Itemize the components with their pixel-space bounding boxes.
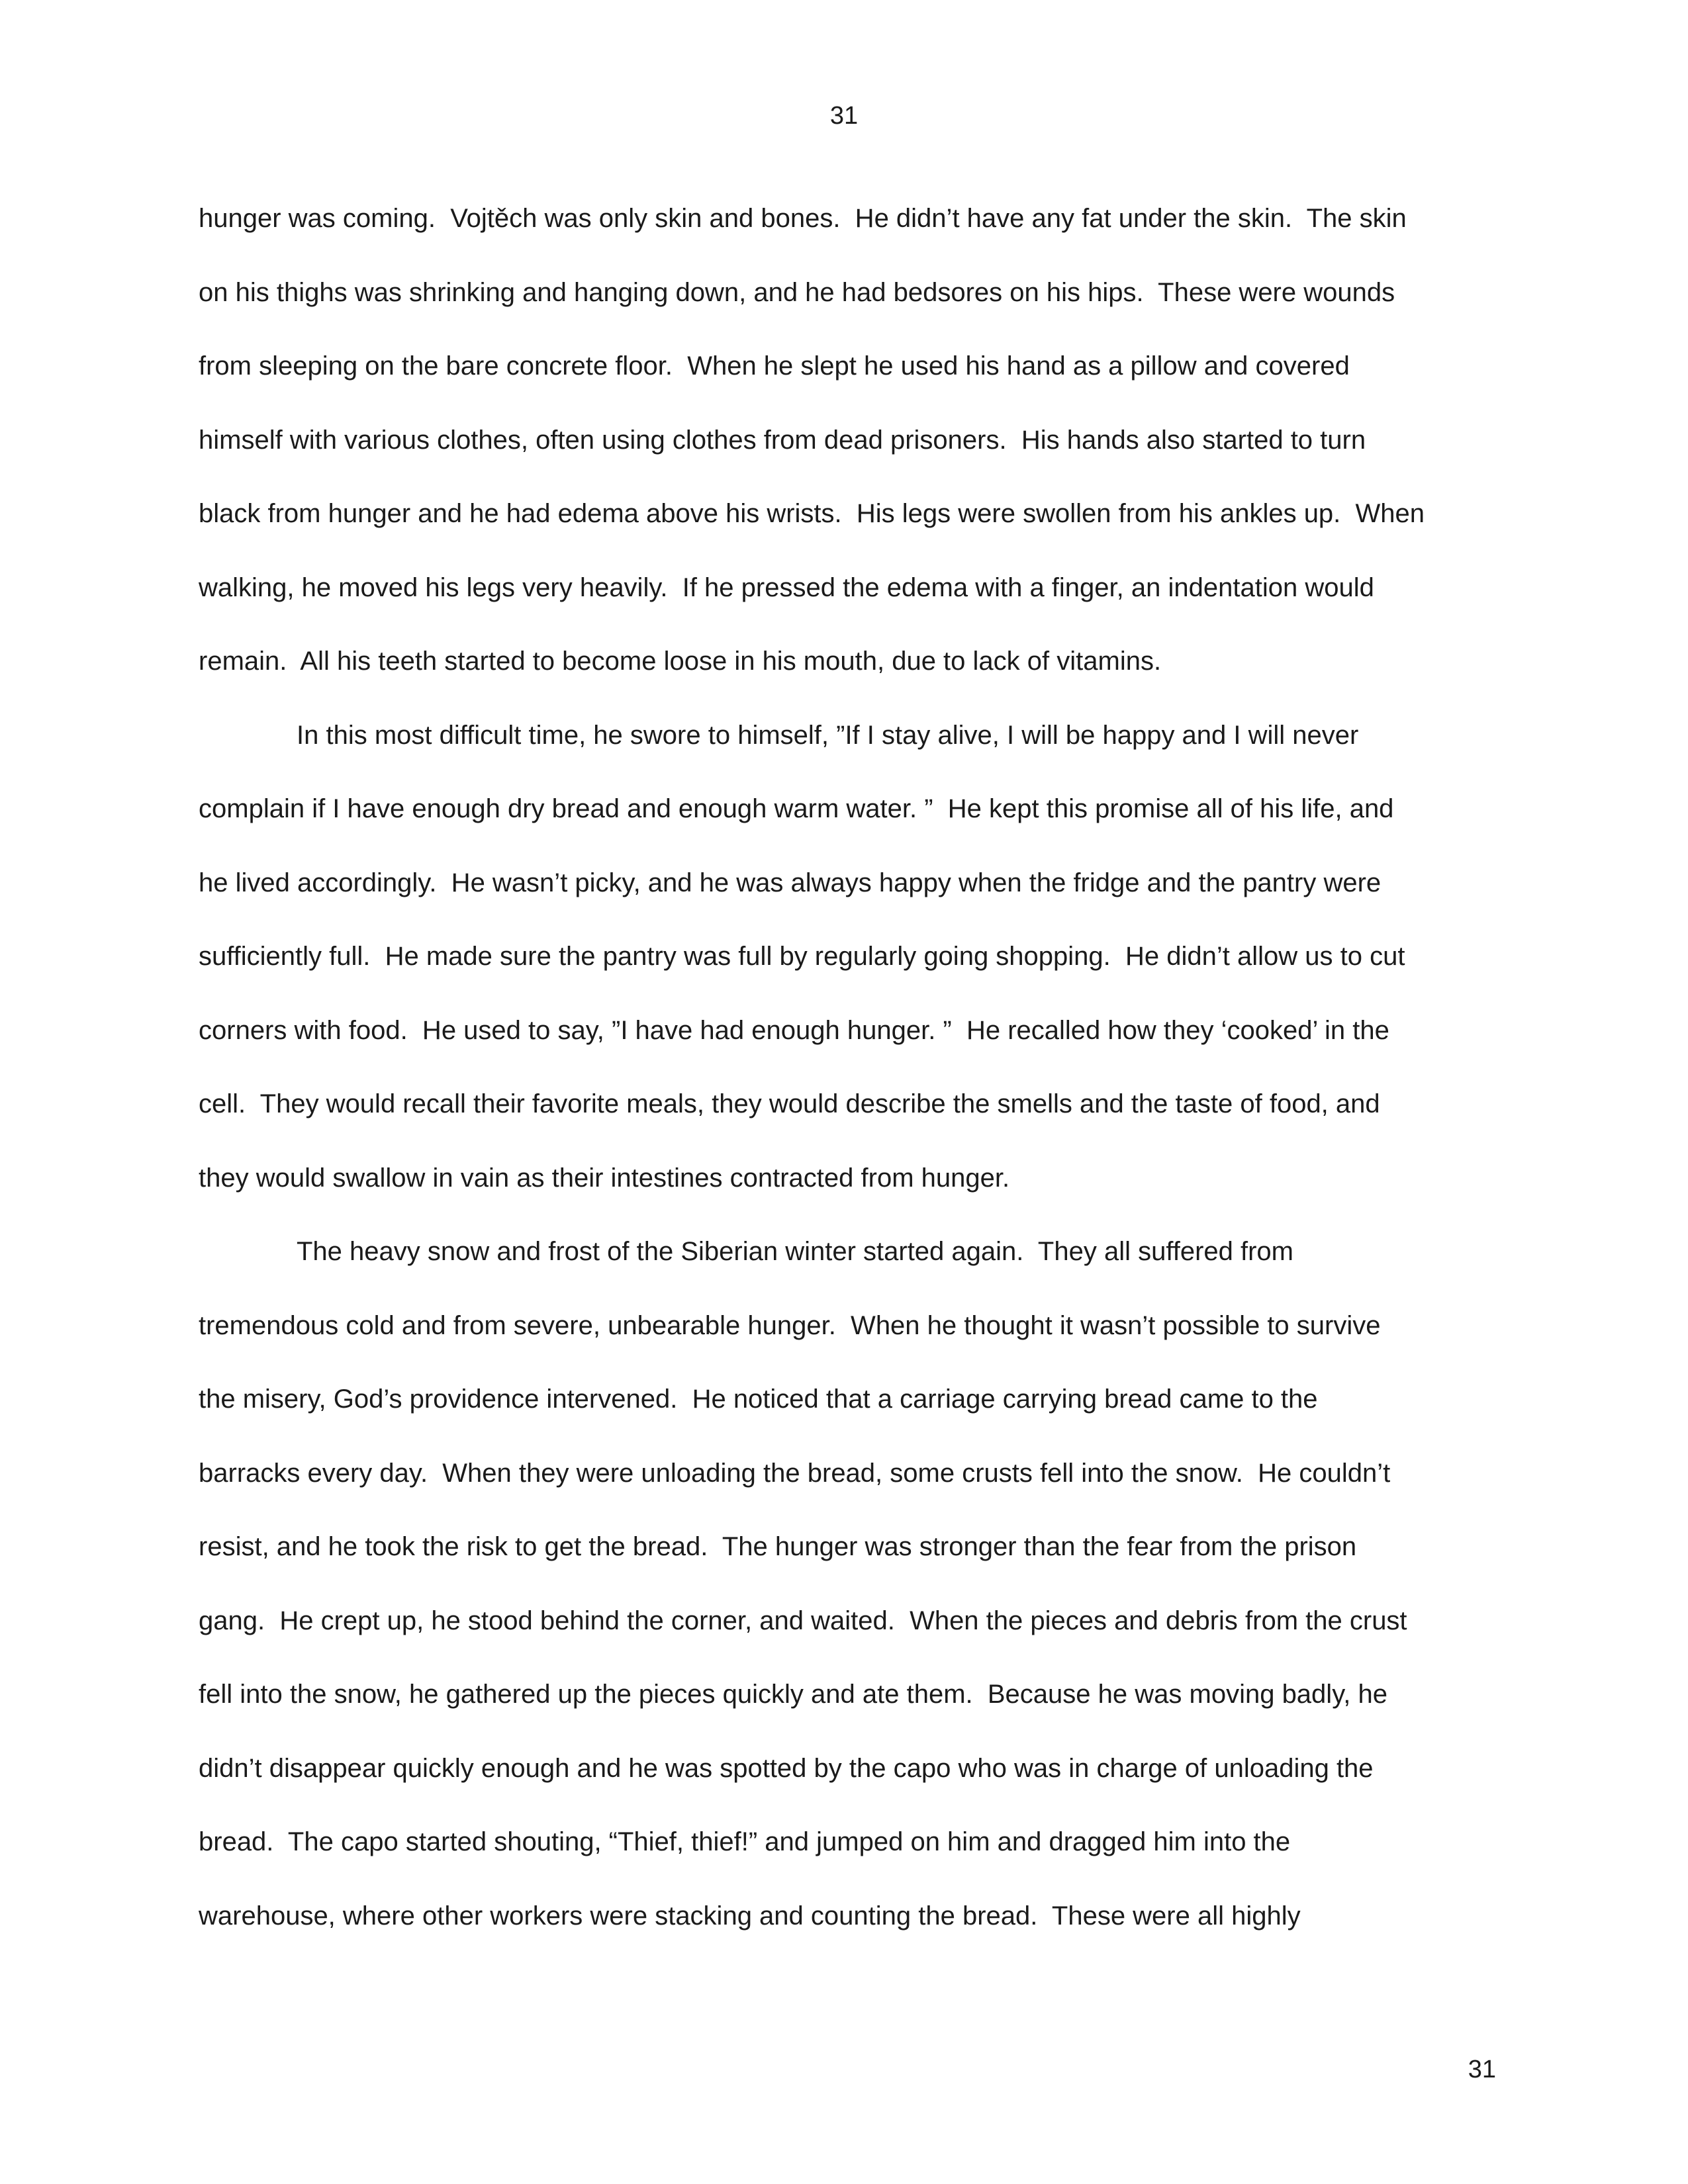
text-line: tremendous cold and from severe, unbearable hunger. When he thought it wasn’t possible to survive — [199, 1310, 1381, 1340]
text-line: on his thighs was shrinking and hanging down, and he had bedsores on his hips. These were wounds — [199, 277, 1395, 307]
text-line: from sleeping on the bare concrete floor. When he slept he used his hand as a pillow and covered — [199, 351, 1350, 381]
text-line: gang. He crept up, he stood behind the corner, and waited. When the pieces and debris from the crust — [199, 1606, 1407, 1635]
text-line: warehouse, where other workers were stacking and counting the bread. These were all highly — [199, 1901, 1301, 1931]
text-line: sufficiently full. He made sure the pantry was full by regularly going shopping. He didn’t allow us to cut — [199, 942, 1405, 971]
text-line: didn’t disappear quickly enough and he was spotted by the capo who was in charge of unloading the — [199, 1753, 1374, 1783]
text-line: himself with various clothes, often using clothes from dead prisoners. His hands also started to turn — [199, 425, 1366, 455]
text-line: complain if I have enough dry bread and enough warm water. ” He kept this promise all of his life, and — [199, 794, 1394, 823]
text-line: he lived accordingly. He wasn’t picky, and he was always happy when the fridge and the pantry were — [199, 868, 1382, 897]
text-line: corners with food. He used to say, ”I have had enough hunger. ” He recalled how they ‘cooked’ in the — [199, 1015, 1389, 1045]
text-line: the misery, God’s providence intervened. He noticed that a carriage carrying bread came to the — [199, 1385, 1318, 1414]
footer-page-number: 31 — [1468, 2056, 1496, 2083]
text-line: black from hunger and he had edema above his wrists. His legs were swollen from his ankles up. When — [199, 499, 1425, 528]
text-line: fell into the snow, he gathered up the pieces quickly and ate them. Because he was moving badly, he — [199, 1680, 1387, 1709]
text-line: barracks every day. When they were unloading the bread, some crusts fell into the snow. He couldn’t — [199, 1458, 1391, 1488]
body-text — [199, 199, 1496, 1970]
text-line: hunger was coming. Vojtěch was only skin and bones. He didn’t have any fat under the skin. The skin — [199, 204, 1407, 233]
paragraph-first-line: The heavy snow and frost of the Siberian winter started again. They all suffered from — [297, 1237, 1293, 1266]
text-line: bread. The capo started shouting, “Thief, thief!” and jumped on him and dragged him into the — [199, 1827, 1291, 1856]
text-line: cell. They would recall their favorite meals, they would describe the smells and the taste of food, and — [199, 1089, 1380, 1118]
paragraph-first-line: In this most difficult time, he swore to himself, ”If I stay alive, I will be happy and I will never — [297, 720, 1359, 750]
text-line: walking, he moved his legs very heavily. If he pressed the edema with a finger, an indentation would — [199, 572, 1374, 602]
text-line: remain. All his teeth started to become loose in his mouth, due to lack of vitamins. — [199, 647, 1162, 676]
text-line: they would swallow in vain as their intestines contracted from hunger. — [199, 1163, 1010, 1193]
text-line: resist, and he took the risk to get the bread. The hunger was stronger than the fear from the prison — [199, 1532, 1357, 1561]
header-page-number: 31 — [829, 102, 859, 130]
